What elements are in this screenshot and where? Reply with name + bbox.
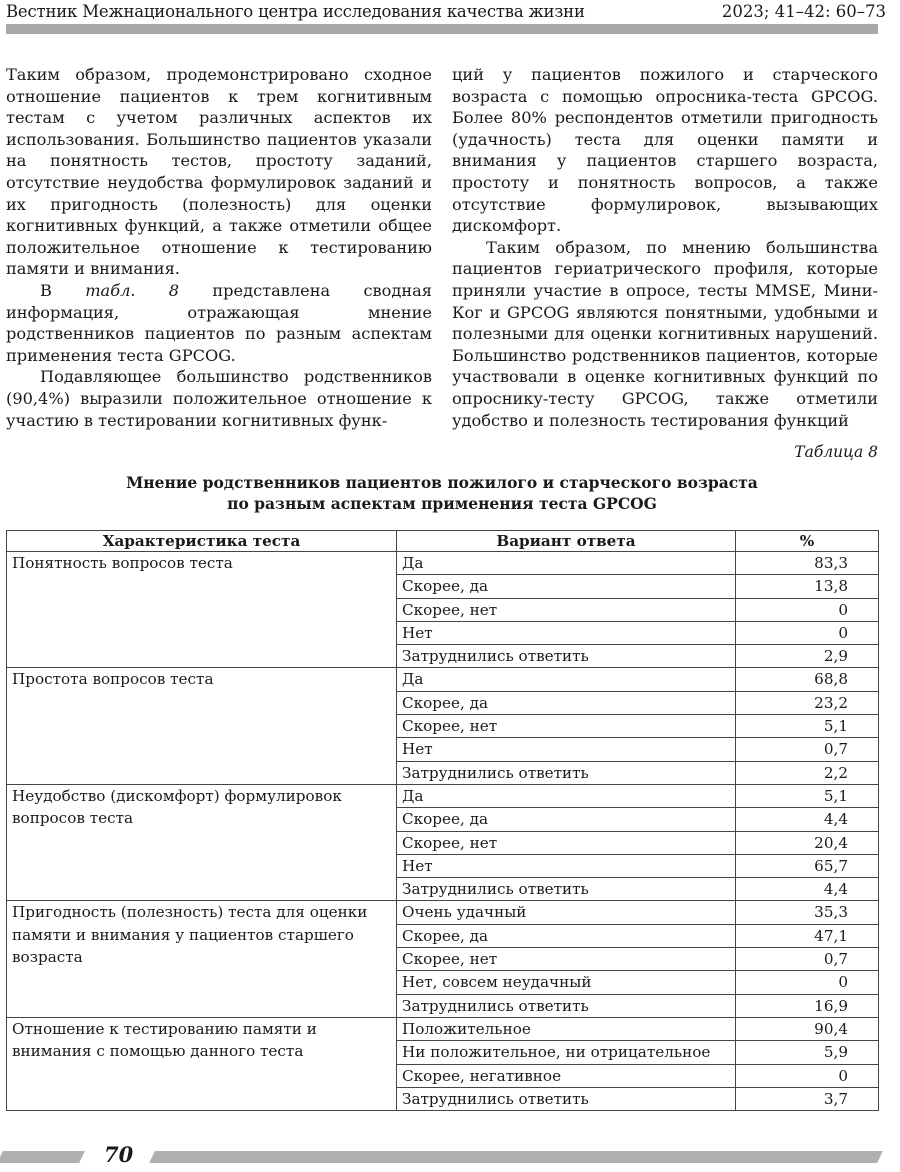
percent-cell: 5,1 (736, 715, 879, 738)
percent-cell: 0 (736, 598, 879, 621)
percent-cell: 23,2 (736, 691, 879, 714)
percent-cell: 5,1 (736, 784, 879, 807)
answer-cell: Затруднились ответить (397, 761, 736, 784)
table-row (7, 784, 879, 807)
percent-cell: 3,7 (736, 1087, 879, 1110)
running-header (6, 2, 890, 36)
paragraph-text: представлена сводная информация, отражающая мнение родственников пациентов по разным аспектам применения теста GPCOG. (6, 280, 432, 365)
table-reference: табл. 8 (85, 280, 180, 300)
percent-cell: 20,4 (736, 831, 879, 854)
paragraph-lead: В (40, 280, 86, 300)
answer-cell: Скорее, да (397, 575, 736, 598)
percent-cell: 2,2 (736, 761, 879, 784)
answer-cell: Нет (397, 738, 736, 761)
percent-cell: 0 (736, 971, 879, 994)
table-title-line: Мнение родственников пациентов пожилого и старческого возраста (126, 473, 758, 492)
percent-cell: 65,7 (736, 854, 879, 877)
percent-cell: 0,7 (736, 948, 879, 971)
percent-cell: 2,9 (736, 645, 879, 668)
paragraph: Таким образом, по мнению большинства пациентов гериатрического профиля, которые приняли участие в опросе, тесты MMSE, Мини-Ког и GPCOG являются понятными, удобными и полезными для оценки когнитивных нарушений. Большинство родственников пациентов, которые участвовали в оценке когнитивных функций по опроснику-тесту GPCOG, также отметили удобство и полезность тестирования функций (452, 237, 878, 430)
characteristic-cell: Неудобство (дискомфорт) формулировок вопросов теста (7, 784, 397, 900)
paragraph: ций у пациентов пожилого и старческого возраста с помощью опросника-теста GPCOG. Более 80% респондентов отметили пригодность (удачность) теста для оценки памяти и внимания у пациентов старшего возраста, простоту и понятность вопросов, а также отсутствие формулировок, вызывающих дискомфорт. (452, 65, 878, 236)
answer-cell: Очень удачный (397, 901, 736, 924)
column-header-answer: Вариант ответа (397, 531, 736, 552)
percent-cell: 4,4 (736, 878, 879, 901)
percent-cell: 35,3 (736, 901, 879, 924)
percent-cell: 13,8 (736, 575, 879, 598)
answer-cell: Скорее, нет (397, 715, 736, 738)
percent-cell: 0,7 (736, 738, 879, 761)
percent-cell: 4,4 (736, 808, 879, 831)
answer-cell: Затруднились ответить (397, 645, 736, 668)
percent-cell: 68,8 (736, 668, 879, 691)
answer-cell: Да (397, 668, 736, 691)
table-row (7, 668, 879, 691)
answer-cell: Скорее, да (397, 691, 736, 714)
answer-cell: Нет (397, 854, 736, 877)
answer-cell: Да (397, 784, 736, 807)
column-header-characteristic: Характеристика теста (7, 531, 397, 552)
percent-cell: 83,3 (736, 552, 879, 575)
answer-cell: Да (397, 552, 736, 575)
journal-title: Вестник Межнационального центра исследования качества жизни (6, 2, 585, 21)
percent-cell: 90,4 (736, 1017, 879, 1040)
answer-cell: Затруднились ответить (397, 1087, 736, 1110)
table-title (0, 472, 884, 514)
answer-cell: Скорее, да (397, 924, 736, 947)
percent-cell: 0 (736, 621, 879, 644)
answer-cell: Ни положительное, ни отрицательное (397, 1041, 736, 1064)
answer-cell: Положительное (397, 1017, 736, 1040)
characteristic-cell: Пригодность (полезность) теста для оценки памяти и внимания у пациентов старшего возраста (7, 901, 397, 1017)
percent-cell: 0 (736, 1064, 879, 1087)
page-footer (0, 1142, 900, 1170)
results-table (6, 530, 879, 1111)
paragraph: Подавляющее большинство родственников (90,4%) выразили положительное отношение к участию в тестировании когнитивных функ- (6, 367, 432, 430)
table-label: Таблица 8 (794, 443, 878, 461)
issue-reference: 2023; 41–42: 60–73 (721, 2, 886, 21)
characteristic-cell: Понятность вопросов теста (7, 552, 397, 668)
answer-cell: Скорее, да (397, 808, 736, 831)
right-text-column (452, 64, 878, 431)
characteristic-cell: Простота вопросов теста (7, 668, 397, 784)
paragraph: Таким образом, продемонстрировано сходное отношение пациентов к трем когнитивным тестам с учетом различных аспектов их использования. Большинство пациентов указали на понятность тестов, простоту заданий, отсутствие неудобства формулировок заданий и их пригодность (полезность) для оценки когнитивных функций, а также отметили общее положительное отношение к тестированию памяти и внимания. (6, 65, 432, 279)
table-row (7, 552, 879, 575)
page-number: 70 (104, 1142, 134, 1167)
answer-cell: Скорее, нет (397, 831, 736, 854)
table-title-line: по разным аспектам применения теста GPCOG (227, 494, 657, 513)
percent-cell: 5,9 (736, 1041, 879, 1064)
footer-bar (0, 1151, 85, 1163)
answer-cell: Затруднились ответить (397, 994, 736, 1017)
paragraph (6, 280, 432, 366)
answer-cell: Скорее, негативное (397, 1064, 736, 1087)
answer-cell: Нет, совсем неудачный (397, 971, 736, 994)
percent-cell: 16,9 (736, 994, 879, 1017)
answer-cell: Нет (397, 621, 736, 644)
table-row (7, 1017, 879, 1040)
column-header-percent: % (736, 531, 879, 552)
answer-cell: Скорее, нет (397, 598, 736, 621)
header-rule (6, 24, 878, 34)
answer-cell: Затруднились ответить (397, 878, 736, 901)
percent-cell: 47,1 (736, 924, 879, 947)
table-row (7, 901, 879, 924)
left-text-column (6, 64, 432, 431)
answer-cell: Скорее, нет (397, 948, 736, 971)
characteristic-cell: Отношение к тестированию памяти и внимания с помощью данного теста (7, 1017, 397, 1110)
footer-bar (149, 1151, 883, 1163)
table-header-row (7, 531, 879, 552)
